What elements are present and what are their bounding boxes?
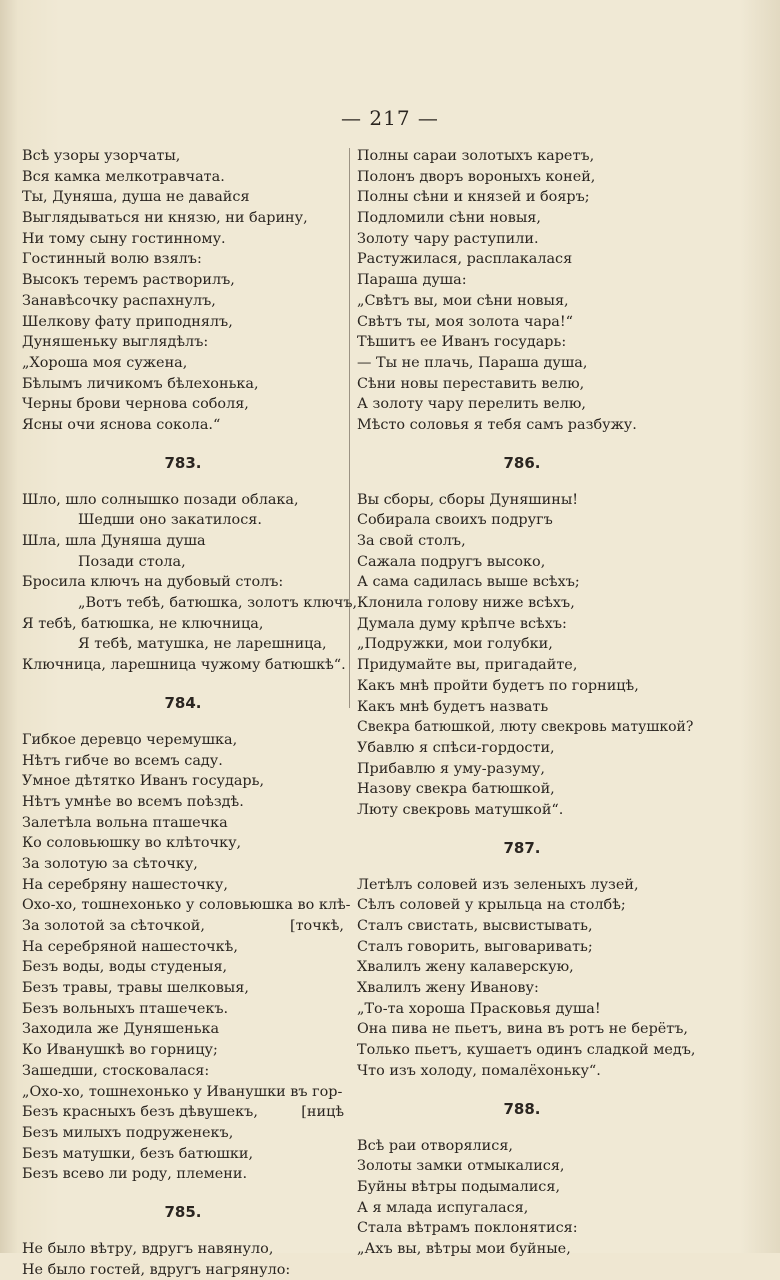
verse-line: Охо-хо, тошнехонько у соловьюшка во клѣ- [22,897,351,914]
verse-line: Занавѣсочку распахнулъ, [22,292,216,309]
verse-line: Черны брови чернова соболя, [22,396,249,413]
verse-line-with-carry [22,916,344,937]
verse-line: За свой столъ, [357,533,466,549]
verse-line: „То-та хороша Прасковья душа! [357,1000,601,1017]
verse-line: Хвалилъ жену Иванову: [357,980,539,997]
verse-line: Безъ всево ли роду, племени. [22,1166,248,1183]
verse-line: Я тебѣ, батюшка, не ключница, [22,615,264,632]
verse-line: Полны сараи золотыхъ каретъ, [357,148,595,164]
verse-line: Заходила же Дуняшенька [22,1021,220,1038]
verse-line: Золоту чару раступили. [357,230,539,247]
verse-line: За золотую за сѣточку, [22,855,198,872]
verse-line: Что изъ холоду, помалёхоньку“. [357,1062,601,1079]
right-column [357,146,696,1260]
verse-line: Вы сборы, сборы Дуняшины! [357,491,579,508]
verse-line: Я тебѣ, матушка, не ларешница, [78,636,327,653]
column-divider [349,148,350,708]
verse-line: Полонъ дворъ вороныхъ коней, [357,168,596,185]
verse-line: Шло, шло солнышко позади облака, [22,491,299,508]
verse-line: „Хороша моя сужена, [22,354,188,371]
verse-line-with-carry [22,1102,344,1123]
verse-line: Хвалилъ жену калаверскую, [357,959,574,976]
page-number: — 217 — [341,106,439,130]
verse-line: Какъ мнѣ будетъ назвать [357,698,549,715]
verse-line: Она пива не пьетъ, вина въ ротъ не берётъ, [357,1021,688,1038]
verse-line: Какъ мнѣ пройти будетъ по горницѣ, [357,677,639,694]
verse-line: Безъ милыхъ подруженекъ, [22,1124,234,1141]
verse-line: Подломили сѣни новыя, [357,210,541,227]
carry-over-fragment: [точкѣ, [289,918,344,934]
verse-line: „Вотъ тебѣ, батюшка, золотъ ключъ, [78,595,358,612]
verse-line: На серебряной нашесточкѣ, [22,938,238,955]
verse-line: Убавлю я спѣси-гордости, [357,739,555,756]
verse-line: А я млада испугалася, [357,1199,529,1216]
verse-line: Сажала подругъ высоко, [357,553,546,570]
verse-line: Всѣ раи отворялися, [357,1137,513,1154]
song-number-784: 784. [164,693,202,712]
verse-line: Шелкову фату приподнялъ, [22,313,233,330]
verse-line: „Подружки, мои голубки, [357,636,553,653]
verse-line: „Свѣтъ вы, мои сѣни новыя, [357,292,569,309]
verse-line: Безъ вольныхъ пташечекъ. [22,1000,229,1017]
verse-line: Клонила голову ниже всѣхъ, [357,595,575,612]
verse-line: Назову свекра батюшкой, [357,781,555,798]
verse-line: Позади стола, [78,553,186,570]
verse-line: Золоты замки отмыкалися, [357,1158,565,1175]
verse-line: Сѣни новы переставить велю, [357,375,585,392]
song-number-788: 788. [503,1099,541,1118]
verse-line: Собирала своихъ подругъ [357,512,553,529]
verse-line: „Ахъ вы, вѣтры мои буйные, [357,1240,571,1257]
verse-line: Тѣшитъ ее Иванъ государь: [357,334,567,351]
verse-line: А золоту чару перелить велю, [357,396,586,413]
verse-line: Прибавлю я уму-разуму, [357,760,545,777]
verse-line: Ясны очи яснова сокола.“ [22,416,221,433]
carry-over-fragment: [ницѣ [301,1104,344,1121]
verse-line: Только пьетъ, кушаетъ одинъ сладкой медъ, [357,1042,696,1059]
song-number-787: 787. [503,838,541,857]
verse-line: На серебряну нашесточку, [22,876,228,893]
verse-line: Безъ травы, травы шелковыя, [22,980,249,997]
verse-line: Стала вѣтрамъ поклонятися: [357,1220,578,1237]
left-column [22,146,358,1280]
verse-line: „Охо-хо, тошнехонько у Иванушки въ гор- [22,1083,343,1100]
verse-line: Шла, шла Дуняша душа [22,533,206,549]
verse-line: Придумайте вы, пригадайте, [357,657,578,674]
verse-line: Безъ матушки, безъ батюшки, [22,1145,254,1162]
verse-line: А сама садилась выше всѣхъ; [357,574,580,591]
verse-line: Думала думу крѣпче всѣхъ: [357,615,567,632]
verse-line: Шедши оно закатилося. [78,512,262,529]
verse-line: Сталъ говорить, выговаривать; [357,938,593,955]
verse-line: Умное дѣтятко Иванъ государь, [22,773,265,790]
verse-line: Ты, Дуняша, душа не давайся [22,189,250,206]
verse-line: Не было вѣтру, вдругъ навянуло, [22,1240,274,1257]
verse-line: Ключница, ларешница чужому батюшкѣ“. [22,657,346,674]
verse-line: Ни тому сыну гостинному. [22,230,226,247]
verse-line: Всѣ узоры узорчаты, [22,148,181,164]
verse-line: Сѣлъ соловей у крыльца на столбѣ; [357,897,626,914]
verse-line: Зашедши, стосковалася: [22,1062,210,1079]
verse-line: Нѣтъ гибче во всемъ саду. [22,752,223,769]
verse-line: Ко соловьюшку во клѣточку, [22,835,242,852]
verse-line: Свѣтъ ты, моя золота чара!“ [357,313,574,330]
verse-line: Параша душа: [357,272,467,289]
verse-line: Вся камка мелкотравчата. [22,168,225,185]
verse-line: Безъ красныхъ безъ дѣвушекъ, [22,1104,258,1121]
verse-line: Ко Иванушкѣ во горницу; [22,1042,218,1059]
song-number-785: 785. [164,1202,202,1221]
verse-line: Буйны вѣтры подымалися, [357,1178,561,1195]
verse-line: Мѣсто соловья я тебя самъ разбужу. [357,416,637,433]
verse-line: Полны сѣни и князей и бояръ; [357,189,590,206]
verse-line: Гибкое деревцо черемушка, [22,731,238,748]
verse-line: Сталъ свистать, высвистывать, [357,918,593,934]
verse-line: Растужилася, расплакалася [357,251,573,268]
song-number-786: 786. [503,453,541,472]
verse-line: Безъ воды, воды студеныя, [22,959,228,976]
verse-line: Выглядываться ни князю, ни барину, [22,210,308,227]
song-number-783: 783. [164,453,202,472]
verse-line: Высокъ теремъ растворилъ, [22,272,235,289]
verse-line: Летѣлъ соловей изъ зеленыхъ лузей, [357,876,639,893]
verse-line: Дуняшеньку выглядѣлъ: [22,334,209,351]
verse-line: Бѣлымъ личикомъ бѣлехонька, [22,375,259,392]
verse-line: Люту свекровь матушкой“. [357,801,564,818]
verse-line: Залетѣла вольна пташечка [22,814,228,831]
verse-line: Свекра батюшкой, люту свекровь матушкой? [357,719,694,736]
verse-line: — Ты не плачь, Параша душа, [357,354,588,371]
verse-line: Бросила ключъ на дубовый столъ: [22,574,284,591]
verse-line: Не было гостей, вдругъ нагрянуло: [22,1261,291,1278]
verse-line: Нѣтъ умнѣе во всемъ поѣздѣ. [22,793,244,810]
verse-line: За золотой за сѣточкой, [22,918,205,934]
verse-line: Гостинный волю взялъ: [22,251,202,268]
